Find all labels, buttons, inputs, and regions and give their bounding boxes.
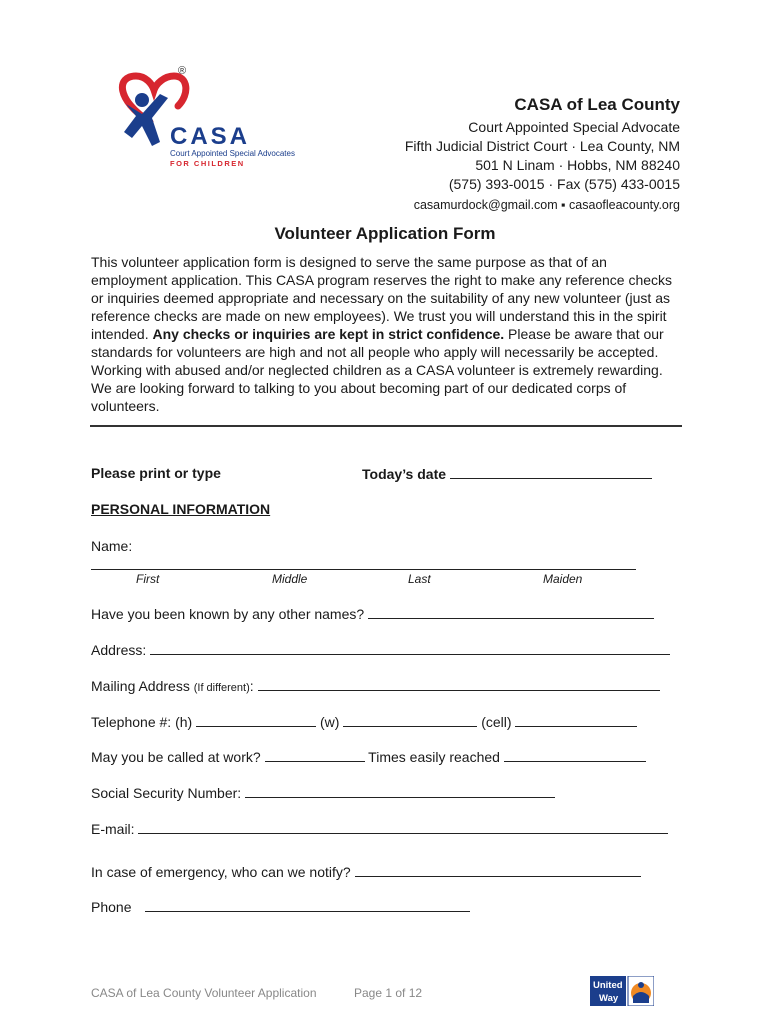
emergency-field[interactable]	[355, 863, 641, 877]
address-field[interactable]	[150, 641, 670, 655]
org-name: CASA of Lea County	[514, 95, 680, 114]
phone-line: (575) 393-0015 · Fax (575) 433-0015	[448, 176, 680, 192]
section-personal-info: PERSONAL INFORMATION	[91, 501, 271, 517]
other-names-field[interactable]	[368, 605, 654, 619]
court-line: Fifth Judicial District Court · Lea County, NM	[404, 138, 680, 154]
ssn-label: Social Security Number:	[91, 785, 242, 801]
todays-date-label: Today’s date	[362, 466, 447, 482]
telephone-home-label: Telephone #: (h)	[91, 714, 193, 730]
footer-doc-name: CASA of Lea County Volunteer Application	[91, 986, 317, 1000]
name-label: Name:	[91, 538, 133, 554]
called-at-work-field[interactable]	[265, 748, 365, 762]
email-row	[91, 820, 668, 837]
telephone-cell-label: (cell)	[481, 714, 512, 730]
other-names-label: Have you been known by any other names?	[91, 606, 365, 622]
phone-row	[91, 898, 470, 915]
other-names-row	[91, 605, 654, 622]
times-reached-field[interactable]	[504, 748, 646, 762]
divider	[90, 425, 682, 427]
name-first-caption: First	[136, 572, 160, 586]
registered-mark: ®	[178, 65, 187, 77]
email-field[interactable]	[138, 820, 668, 834]
mailing-address-label: Mailing Address	[91, 678, 190, 694]
address-label: Address:	[91, 642, 147, 658]
ssn-row	[91, 784, 555, 801]
name-maiden-caption: Maiden	[543, 572, 583, 586]
telephone-home-field[interactable]	[196, 713, 316, 727]
emergency-label: In case of emergency, who can we notify?	[91, 864, 351, 880]
telephone-cell-field[interactable]	[515, 713, 637, 727]
intro-part2: Please be aware that our standards for volunteers are high and not all people who apply will necessarily be accepted. Working with abused and/or neglected children as a CASA volunteer is extremely rewarding. We are looking forward to talking to you about becoming part of our dedicated corps of volunteers.	[91, 326, 664, 414]
contact-line: casamurdock@gmail.com ▪ casaofleacounty.org	[413, 198, 680, 212]
work-call-row	[91, 748, 646, 765]
emergency-row	[91, 863, 641, 880]
intro-part1: This volunteer application form is designed to serve the same purpose as that of an employment application. This CASA program reserves the right to make any reference checks or inquiries deemed appropriate and necessary on the suitability of any new volunteer (just as reference checks are made on new employees). We trust you will understand this in the spirit intended.	[91, 254, 673, 342]
name-field[interactable]	[91, 556, 636, 570]
org-subtitle: Court Appointed Special Advocate	[468, 119, 680, 135]
telephone-work-label: (w)	[319, 714, 340, 730]
address-row	[91, 641, 670, 658]
phone-field[interactable]	[145, 898, 470, 912]
org-header	[405, 94, 680, 215]
casa-logo	[112, 64, 322, 174]
logo-word: CASA	[170, 123, 251, 150]
mailing-address-field[interactable]	[258, 677, 660, 691]
united-way-logo	[590, 976, 654, 1006]
name-last-caption: Last	[408, 572, 431, 586]
print-or-type: Please print or type	[91, 465, 221, 481]
uw-line1: United	[593, 980, 623, 991]
uw-line2: Way	[599, 993, 619, 1004]
email-label: E-mail:	[91, 821, 135, 837]
ssn-field[interactable]	[245, 784, 555, 798]
mailing-note: (If different)	[193, 682, 250, 694]
todays-date-row	[362, 465, 652, 482]
called-at-work-label: May you be called at work?	[91, 749, 261, 765]
logo-tagline: Court Appointed Special Advocates	[170, 149, 295, 158]
intro-paragraph	[91, 253, 681, 415]
phone-label: Phone	[91, 899, 132, 915]
intro-bold: Any checks or inquiries are kept in strict confidence.	[152, 326, 505, 342]
mailing-address-row	[91, 677, 660, 694]
mailing-colon: :	[249, 678, 254, 694]
logo-for-children: FOR CHILDREN	[170, 159, 245, 168]
form-title: Volunteer Application Form	[274, 224, 496, 243]
address-line: 501 N Linam · Hobbs, NM 88240	[475, 157, 680, 173]
telephone-work-field[interactable]	[343, 713, 477, 727]
name-middle-caption: Middle	[272, 572, 308, 586]
telephone-row	[91, 713, 637, 730]
footer-page-number: Page 1 of 12	[354, 986, 423, 1000]
todays-date-field[interactable]	[450, 465, 652, 479]
times-reached-label: Times easily reached	[368, 749, 500, 765]
casa-heart-icon	[112, 64, 322, 174]
